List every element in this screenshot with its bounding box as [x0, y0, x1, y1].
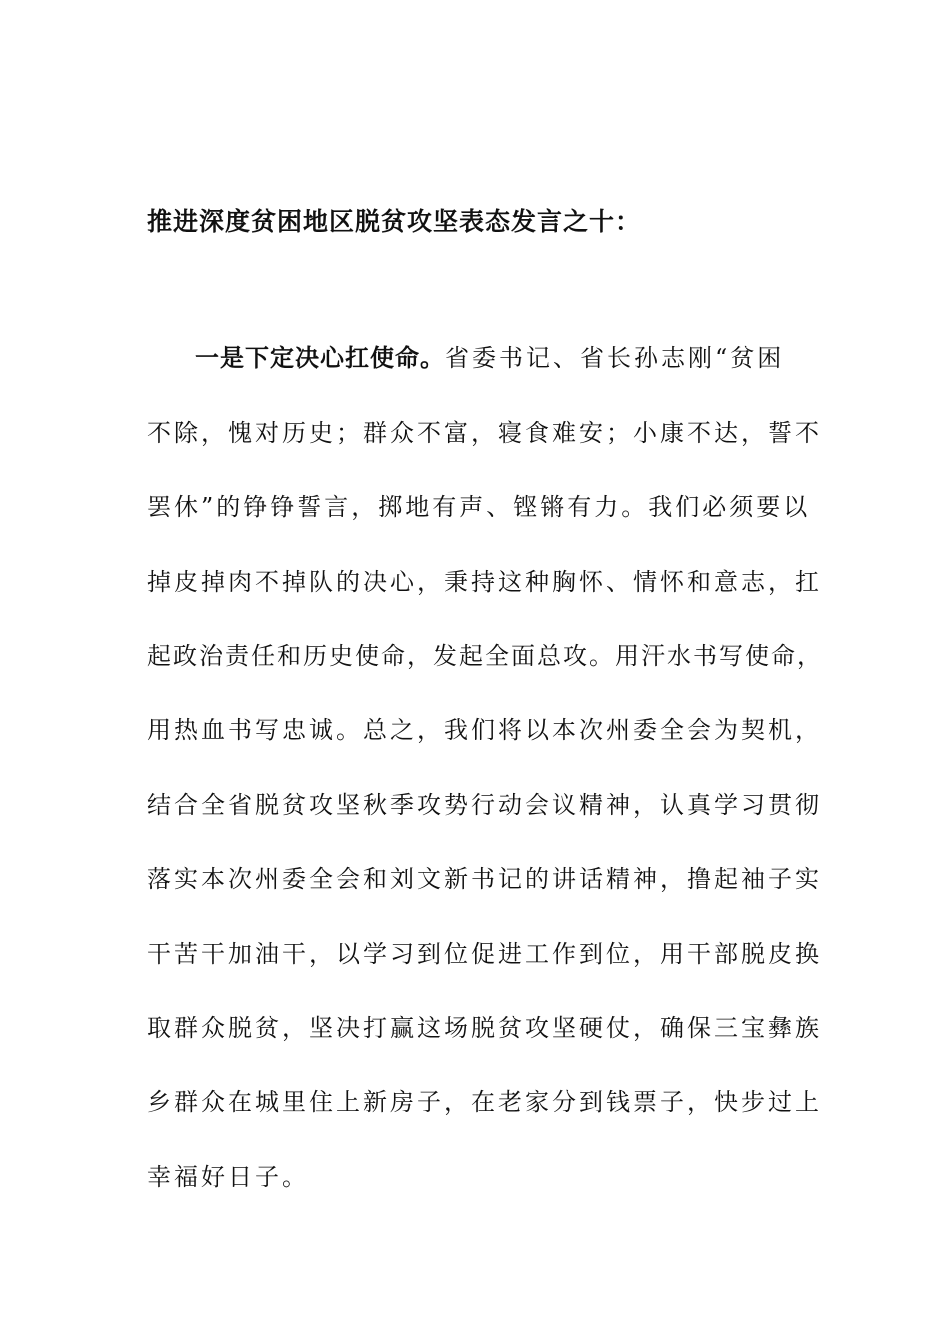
paragraph-line-5: 起政治责任和历史使命，发起全面总攻。用汗水书写使命，	[147, 642, 823, 670]
paragraph-line-9: 干苦干加油干，以学习到位促进工作到位，用干部脱皮换	[147, 940, 822, 968]
paragraph-lead-phrase: 一是下定决心扛使命。	[195, 344, 445, 372]
paragraph-line-text: 省委书记、省长孙志刚“贫困	[445, 344, 785, 372]
paragraph-line-12: 幸福好日子。	[147, 1163, 309, 1191]
paragraph-line-4: 掉皮掉肉不掉队的决心，秉持这种胸怀、情怀和意志，扛	[147, 568, 822, 596]
paragraph-line-7: 结合全省脱贫攻坚秋季攻势行动会议精神，认真学习贯彻	[147, 791, 822, 819]
paragraph-line-8: 落实本次州委全会和刘文新书记的讲话精神，撸起袖子实	[147, 865, 822, 893]
paragraph-line-11: 乡群众在城里住上新房子，在老家分到钱票子，快步过上	[147, 1088, 822, 1116]
document-title: 推进深度贫困地区脱贫攻坚表态发言之十：	[147, 207, 642, 236]
paragraph-line-6: 用热血书写忠诚。总之，我们将以本次州委全会为契机，	[147, 716, 822, 744]
paragraph-line-3: 罢休”的铮铮誓言，掷地有声、铿锵有力。我们必须要以	[147, 493, 811, 521]
paragraph-line-10: 取群众脱贫，坚决打赢这场脱贫攻坚硬仗，确保三宝彝族	[147, 1014, 822, 1042]
paragraph-line-2: 不除，愧对历史；群众不富，寝食难安；小康不达，誓不	[147, 419, 822, 447]
paragraph-line-1	[195, 338, 784, 378]
